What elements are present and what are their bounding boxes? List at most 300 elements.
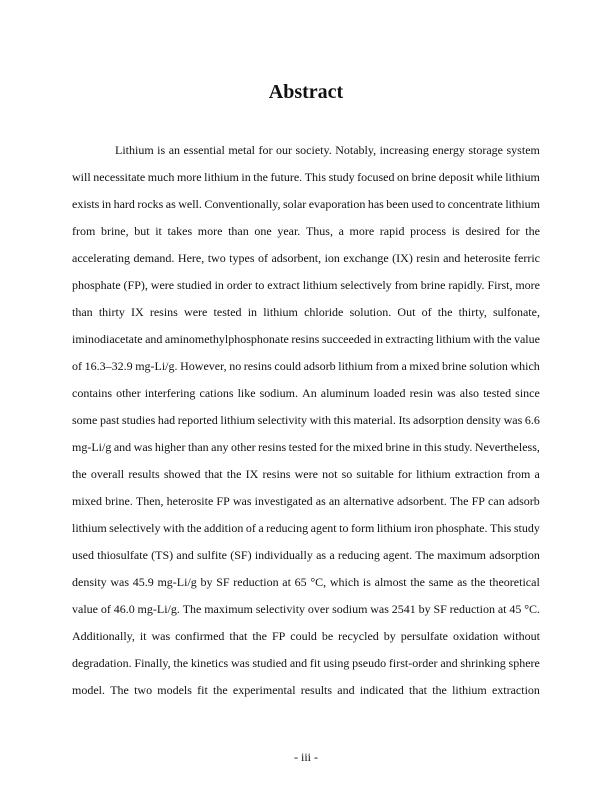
word: reduction: [449, 602, 495, 616]
word: succeeded: [321, 332, 372, 346]
word: adsorb: [303, 359, 336, 373]
word: system: [506, 143, 540, 157]
word: to: [255, 278, 265, 292]
word: from: [375, 359, 399, 373]
word: in: [247, 305, 258, 319]
word: extracting: [385, 332, 434, 346]
word: than: [72, 305, 93, 319]
word: had: [157, 413, 176, 427]
word: aluminum: [320, 386, 370, 400]
word: has: [367, 197, 384, 211]
word: sodium.: [259, 386, 298, 400]
word: agent.: [383, 548, 413, 562]
word: selectivity: [255, 602, 306, 616]
word: sulfonate,: [492, 305, 540, 319]
word: reducing: [266, 521, 309, 535]
word: tested: [483, 386, 512, 400]
word: persulfate: [400, 629, 449, 643]
word: a: [338, 224, 344, 238]
word: the: [186, 521, 202, 535]
word: concentrate: [447, 197, 503, 211]
word: investigated: [254, 494, 313, 508]
word: used: [72, 548, 94, 562]
word: storage: [468, 143, 504, 157]
word: ferric: [514, 251, 540, 265]
word: models: [157, 683, 192, 697]
word: without: [503, 629, 540, 643]
word: for: [319, 440, 334, 454]
word: the: [213, 683, 228, 697]
word: (IX): [392, 251, 413, 265]
word: (SF): [230, 548, 252, 562]
word: °C,: [310, 575, 327, 589]
word: over: [307, 602, 330, 616]
word: resins: [258, 440, 287, 454]
text-line: [72, 411, 540, 438]
word: and: [337, 683, 355, 697]
word: results: [128, 467, 160, 481]
word: will: [72, 170, 91, 184]
word: studied: [177, 278, 212, 292]
word: more: [176, 170, 202, 184]
word: brine: [411, 170, 437, 184]
word: the: [253, 170, 268, 184]
text-line: [72, 465, 540, 492]
word: was: [503, 413, 523, 427]
word: brine.: [105, 494, 133, 508]
word: resin: [416, 251, 440, 265]
word: extraction: [454, 467, 503, 481]
word: on: [397, 170, 410, 184]
word: of: [257, 251, 268, 265]
word: and: [289, 656, 308, 670]
word: with: [473, 332, 495, 346]
word: Out: [397, 305, 416, 319]
word: the: [335, 440, 351, 454]
word: loaded: [373, 386, 406, 400]
word: brine,: [100, 224, 129, 238]
word: by: [383, 629, 396, 643]
word: degradation.: [72, 656, 132, 670]
word: higher: [154, 440, 186, 454]
word: iminodiacetate: [72, 332, 143, 346]
word: two: [134, 683, 153, 697]
word: necessitate: [93, 170, 146, 184]
word: exists: [72, 197, 100, 211]
word: in: [241, 170, 251, 184]
word: with: [162, 521, 185, 535]
word: accelerating: [72, 251, 130, 265]
word: resin: [409, 386, 433, 400]
word: reported: [177, 413, 218, 427]
word: This: [489, 521, 512, 535]
word: maximum: [204, 602, 253, 616]
word: more: [197, 224, 223, 238]
word: metal: [228, 143, 255, 157]
word: by: [418, 602, 431, 616]
abstract-body: [72, 141, 540, 708]
word: first-order: [388, 656, 438, 670]
word: the: [252, 629, 267, 643]
word: Then,: [135, 494, 164, 508]
word: rocks: [137, 197, 164, 211]
word: since: [515, 386, 540, 400]
word: while: [476, 170, 503, 184]
word: was: [151, 629, 171, 643]
word: and: [443, 251, 461, 265]
word: mg-Li/g.: [135, 359, 178, 373]
word: solution: [469, 359, 508, 373]
word: in: [373, 332, 383, 346]
word: This: [304, 170, 327, 184]
word: by: [200, 575, 213, 589]
word: this: [333, 413, 351, 427]
word: lithium: [220, 413, 256, 427]
word: is: [157, 143, 166, 157]
word: the: [432, 683, 447, 697]
word: evaporation: [308, 197, 366, 211]
word: kinetics: [190, 656, 229, 670]
word: were: [150, 278, 175, 292]
word: the: [470, 575, 486, 589]
word: was: [436, 386, 456, 400]
word: contains: [72, 386, 112, 400]
word: other: [230, 440, 256, 454]
word: more: [349, 224, 375, 238]
word: some: [72, 413, 98, 427]
word: density: [72, 575, 107, 589]
word: (FP),: [123, 278, 148, 292]
word: for: [397, 467, 412, 481]
word: mg-Li/g: [72, 440, 112, 454]
word: An: [302, 386, 317, 400]
word: brine: [385, 440, 410, 454]
word: the: [437, 305, 453, 319]
text-line: [72, 492, 540, 519]
word: this: [424, 440, 442, 454]
word: a: [258, 521, 264, 535]
word: 2541: [391, 602, 416, 616]
word: study.: [444, 440, 473, 454]
word: tested: [213, 305, 242, 319]
word: model.: [72, 683, 105, 697]
word: selectivity: [257, 413, 307, 427]
word: reduction: [233, 575, 279, 589]
word: in: [214, 278, 224, 292]
word: individually: [254, 548, 313, 562]
word: Thus,: [305, 224, 333, 238]
word: mg-Li/g: [157, 575, 197, 589]
word: no: [229, 359, 242, 373]
text-line: [72, 141, 540, 168]
word: two: [207, 251, 226, 265]
word: overall: [90, 467, 125, 481]
word: it: [155, 224, 162, 238]
word: more: [515, 278, 540, 292]
word: value: [72, 602, 98, 616]
word: solar: [282, 197, 307, 211]
word: lithium: [302, 278, 338, 292]
word: the: [226, 467, 242, 481]
word: 16.3–32.9: [84, 359, 133, 373]
word: suitable: [356, 467, 394, 481]
word: selectively: [340, 278, 392, 292]
word: thirty,: [458, 305, 487, 319]
word: is: [362, 575, 371, 589]
word: 45: [509, 602, 522, 616]
word: studies: [121, 413, 156, 427]
word: lithium: [452, 683, 487, 697]
word: material.: [353, 413, 396, 427]
word: were: [294, 467, 318, 481]
word: Nevertheless,: [474, 440, 540, 454]
word: it: [139, 629, 147, 643]
word: iron: [413, 521, 434, 535]
word: as: [315, 494, 326, 508]
word: mixed: [409, 359, 440, 373]
word: density: [466, 413, 501, 427]
word: from: [394, 278, 418, 292]
word: 6.6: [524, 413, 540, 427]
word: to: [339, 521, 349, 535]
word: well.: [178, 197, 202, 211]
word: but: [134, 224, 150, 238]
word: rapid: [379, 224, 405, 238]
text-line: [72, 168, 540, 195]
word: as: [316, 548, 327, 562]
word: value: [513, 332, 540, 346]
word: and: [113, 440, 132, 454]
word: not: [322, 467, 338, 481]
word: any: [211, 440, 229, 454]
word: reducing: [337, 548, 380, 562]
word: theoretical: [489, 575, 540, 589]
word: However,: [180, 359, 227, 373]
word: extraction: [491, 683, 540, 697]
word: The: [449, 494, 469, 508]
word: types: [229, 251, 255, 265]
text-line: [72, 222, 540, 249]
word: exchange: [343, 251, 389, 265]
word: phosphate: [72, 278, 121, 292]
word: takes: [167, 224, 193, 238]
word: increasing: [379, 143, 429, 157]
word: a: [329, 548, 335, 562]
text-line: [72, 384, 540, 411]
word: phosphate.: [435, 521, 488, 535]
word: 46.0: [113, 602, 135, 616]
page-title: Abstract: [268, 81, 344, 103]
word: cations: [199, 386, 234, 400]
word: FP: [216, 494, 230, 508]
word: 65: [294, 575, 307, 589]
word: can: [488, 494, 505, 508]
word: also: [459, 386, 480, 400]
word: lithium: [263, 305, 298, 319]
word: resins: [149, 305, 178, 319]
word: for: [505, 224, 520, 238]
word: of: [100, 602, 111, 616]
word: FP: [471, 494, 485, 508]
word: an: [328, 494, 341, 508]
word: adsorption: [489, 548, 540, 562]
text-line: [72, 357, 540, 384]
word: Its: [398, 413, 411, 427]
text-line: [72, 681, 540, 708]
word: was: [232, 494, 252, 508]
word: in: [412, 440, 422, 454]
word: agent: [310, 521, 337, 535]
word: ion: [324, 251, 340, 265]
word: were: [184, 305, 208, 319]
word: showed: [163, 467, 201, 481]
word: as: [165, 197, 176, 211]
text-line: [72, 438, 540, 465]
word: for: [258, 143, 273, 157]
word: from: [507, 467, 531, 481]
word: other: [116, 386, 141, 400]
word: alternative: [343, 494, 394, 508]
word: the: [496, 332, 512, 346]
word: our: [276, 143, 292, 157]
word: from: [72, 224, 96, 238]
word: aminomethylphosphonate: [164, 332, 289, 346]
word: one: [254, 224, 272, 238]
word: Here,: [177, 251, 205, 265]
word: could: [274, 359, 302, 373]
word: past: [99, 413, 120, 427]
word: the: [410, 575, 425, 589]
word: energy: [432, 143, 465, 157]
word: addition: [204, 521, 244, 535]
word: of: [421, 305, 432, 319]
word: the: [173, 656, 189, 670]
word: lithium: [72, 521, 107, 535]
word: IX: [131, 305, 144, 319]
word: focused: [357, 170, 395, 184]
text-line: [72, 600, 540, 627]
word: study: [328, 170, 355, 184]
text-line: [72, 303, 540, 330]
word: lithium: [505, 170, 540, 184]
word: shrinking: [460, 656, 506, 670]
word: much: [147, 170, 175, 184]
word: extract: [267, 278, 300, 292]
word: lithium: [376, 521, 412, 535]
word: be: [321, 629, 334, 643]
word: adsorbent.: [397, 494, 447, 508]
word: The: [110, 683, 129, 697]
word: sodium: [332, 602, 368, 616]
word: in: [101, 197, 112, 211]
word: same: [428, 575, 454, 589]
word: process: [410, 224, 447, 238]
word: selectively: [109, 521, 161, 535]
word: 45.9: [132, 575, 154, 589]
word: that: [409, 683, 427, 697]
word: using: [323, 656, 350, 670]
word: a: [401, 359, 407, 373]
word: at: [497, 602, 507, 616]
word: form: [350, 521, 375, 535]
word: studied: [252, 656, 288, 670]
word: like: [237, 386, 256, 400]
word: heterosite: [463, 251, 511, 265]
word: so: [341, 467, 353, 481]
word: (TS): [151, 548, 174, 562]
word: chloride: [304, 305, 344, 319]
word: almost: [374, 575, 407, 589]
word: First,: [487, 278, 513, 292]
word: deposit: [438, 170, 474, 184]
text-line: [72, 627, 540, 654]
word: resins: [243, 359, 272, 373]
word: lithium: [435, 332, 471, 346]
word: of: [72, 359, 82, 373]
word: mg-Li/g.: [137, 602, 180, 616]
word: interfering: [144, 386, 196, 400]
word: lithium: [204, 170, 239, 184]
word: was: [230, 656, 250, 670]
word: the: [525, 224, 540, 238]
word: desired: [465, 224, 500, 238]
text-line: [72, 519, 540, 546]
word: The: [182, 602, 202, 616]
word: thiosulfate: [97, 548, 148, 562]
word: was: [133, 440, 153, 454]
word: adsorption: [413, 413, 464, 427]
word: experimental: [232, 683, 296, 697]
word: at: [282, 575, 291, 589]
word: hard: [113, 197, 135, 211]
word: fit: [309, 656, 321, 670]
word: which: [329, 575, 360, 589]
word: resins: [291, 332, 320, 346]
word: could: [290, 629, 317, 643]
word: and: [440, 656, 458, 670]
text-line: [72, 195, 540, 222]
word: than: [187, 440, 209, 454]
word: as: [457, 575, 468, 589]
word: sulfite: [196, 548, 227, 562]
word: that: [229, 629, 248, 643]
word: study: [513, 521, 540, 535]
word: FP: [271, 629, 286, 643]
word: Conventionally,: [204, 197, 281, 211]
word: was: [110, 575, 130, 589]
word: pseudo: [352, 656, 387, 670]
word: °C.: [524, 602, 540, 616]
word: and: [145, 332, 163, 346]
word: indicated: [359, 683, 404, 697]
word: SF: [433, 602, 447, 616]
word: which: [510, 359, 540, 373]
word: future.: [270, 170, 303, 184]
text-line: [72, 249, 540, 276]
word: sphere: [508, 656, 540, 670]
word: Notably,: [335, 143, 377, 157]
word: that: [204, 467, 223, 481]
word: society.: [295, 143, 332, 157]
word: Additionally,: [72, 629, 135, 643]
word: lithium: [416, 467, 451, 481]
word: the: [72, 467, 87, 481]
word: SF: [216, 575, 230, 589]
text-line: [72, 276, 540, 303]
word: brine: [441, 359, 467, 373]
word: was: [370, 602, 389, 616]
word: Lithium: [115, 143, 154, 157]
